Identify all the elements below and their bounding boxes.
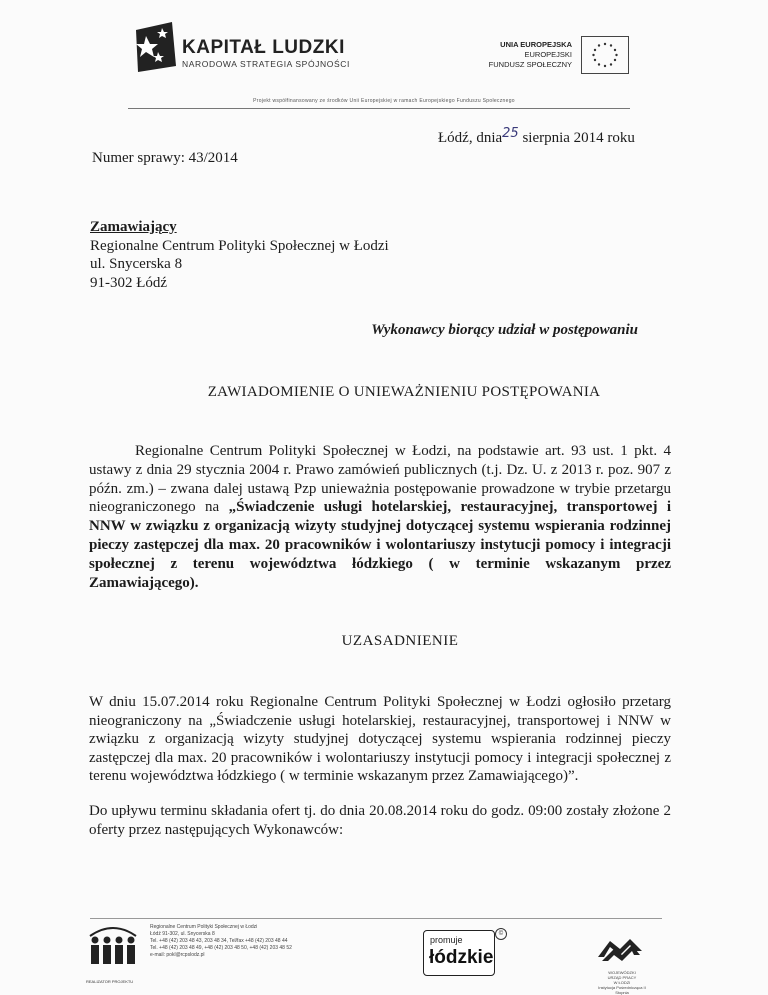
header-divider (128, 108, 630, 109)
justification-paragraph: W dniu 15.07.2014 roku Regionalne Centrum Polityki Społecznej w Łodzi ogłosiło przetarg nieograniczony na „Świadczenie usługi hotelarskiej, restauracyjnej, transportowej i NNW w związku z organizacją wizyty studyjnej dotyczącej systemu wspierania rodzinnej pieczy zastępczej dla max. 20 pracowników i wolontariuszy instytucji pomocy i integracji społecznej z terenu województwa łódzkiego ( w terminie wskazanym przez Zamawiającego)”. (89, 694, 671, 784)
notice-intro: Regionalne Centrum Polityki Społecznej w Łodzi, na podstawie art. 93 ust. 1 pkt. 4 ustawy z dnia 29 stycznia 2004 r. Prawo zamówień publicznych (t.j. Dz. U. z 2013 r. poz. 907 z późn. zm.) – zwana dalej ustawą Pzp unieważnia postępowanie prowadzone w trybie przetargu nieograniczonego na (89, 443, 671, 516)
footer-caption: REALIZATOR PROJEKTU (86, 979, 134, 984)
program-subtitle: NARODOWA STRATEGIA SPÓJNOŚCI (182, 59, 350, 69)
justification-heading: UZASADNIENIE (341, 633, 459, 649)
case-number: Numer sprawy: 43/2014 (92, 150, 238, 166)
eu-flag-icon (581, 36, 629, 74)
date-prefix: Łódź, dnia (438, 130, 503, 146)
wup-line: WOJEWÓDZKI (608, 970, 636, 975)
footer-divider (90, 918, 662, 919)
footer-address-line: Tel. +48 (42) 203 48 43, 203 48 34, Tel/fax +48 (42) 203 48 44 (150, 938, 288, 944)
eu-line-2: EUROPEJSKI (524, 50, 572, 59)
promo-line-1: promuje (430, 935, 463, 945)
promo-line-2: łódzkie (429, 947, 494, 968)
recipients-line: Wykonawcy biorący udział w postępowaniu (371, 322, 638, 338)
eu-fund-label (489, 40, 572, 70)
footer-address-line: e-mail: pokl@rcpslodz.pl (150, 952, 205, 958)
offers-paragraph: Do upływu terminu składania ofert tj. do dnia 20.08.2014 roku do godz. 09:00 zostały złożone 2 oferty przez następujących Wykonawców: (89, 803, 671, 838)
wup-lodz-logo (596, 935, 644, 965)
wup-line: Instytucja Pośrednicząca II Stopnia (598, 985, 646, 995)
authority-name: Regionalne Centrum Polityki Społecznej w Łodzi (90, 237, 389, 254)
document-date (438, 126, 635, 147)
promuje-lodzkie-logo (423, 930, 495, 976)
wup-caption (592, 970, 652, 995)
footer-address-line: Regionalne Centrum Polityki Społecznej w Łodzi (150, 924, 258, 930)
eu-line-1: UNIA EUROPEJSKA (500, 40, 572, 49)
eu-line-3: FUNDUSZ SPOŁECZNY (488, 60, 572, 69)
authority-street: ul. Snycerska 8 (90, 256, 183, 272)
wup-line: W ŁODZI (613, 980, 631, 985)
notice-subject: „Świadczenie usługi hotelarskiej, restauracyjnej, transportowej i NNW w związku z organizacją wizyty studyjnej dotyczącej systemu wspierania rodzinnej pieczy zastępczej dla max. 20 pracowników i wolontariuszy instytucji pomocy i integracji społecznej z terenu województwa łódzkiego ( w terminie wskazanym przez Zamawiającego). (89, 499, 672, 591)
footer-address-line: Tel. +48 (42) 203 48 49, +48 (42) 203 48 50, +48 (42) 203 48 52 (150, 945, 292, 951)
date-suffix: sierpnia 2014 roku (522, 130, 635, 146)
contracting-authority-block (90, 218, 389, 292)
footer-address (150, 924, 292, 959)
program-title: KAPITAŁ LUDZKI (182, 37, 345, 58)
authority-postal: 91-302 Łódź (90, 274, 168, 291)
cofinancing-note: Projekt współfinansowany ze środków Unii Europejskiej w ramach Europejskiego Funduszu Społecznego (253, 98, 515, 104)
date-day-handwritten: 25 (502, 126, 519, 141)
document-title: ZAWIADOMIENIE O UNIEWAŻNIENIU POSTĘPOWANIA (207, 384, 601, 400)
rcps-people-logo (88, 922, 138, 966)
notice-paragraph (89, 442, 671, 592)
kapital-ludzki-logo (132, 22, 178, 72)
contracting-authority-heading: Zamawiający (90, 219, 177, 235)
registered-mark-icon: © (495, 928, 507, 940)
footer-address-line: Łódź 91-302, ul. Snycerska 8 (150, 931, 215, 937)
wup-line: URZĄD PRACY (607, 975, 637, 980)
